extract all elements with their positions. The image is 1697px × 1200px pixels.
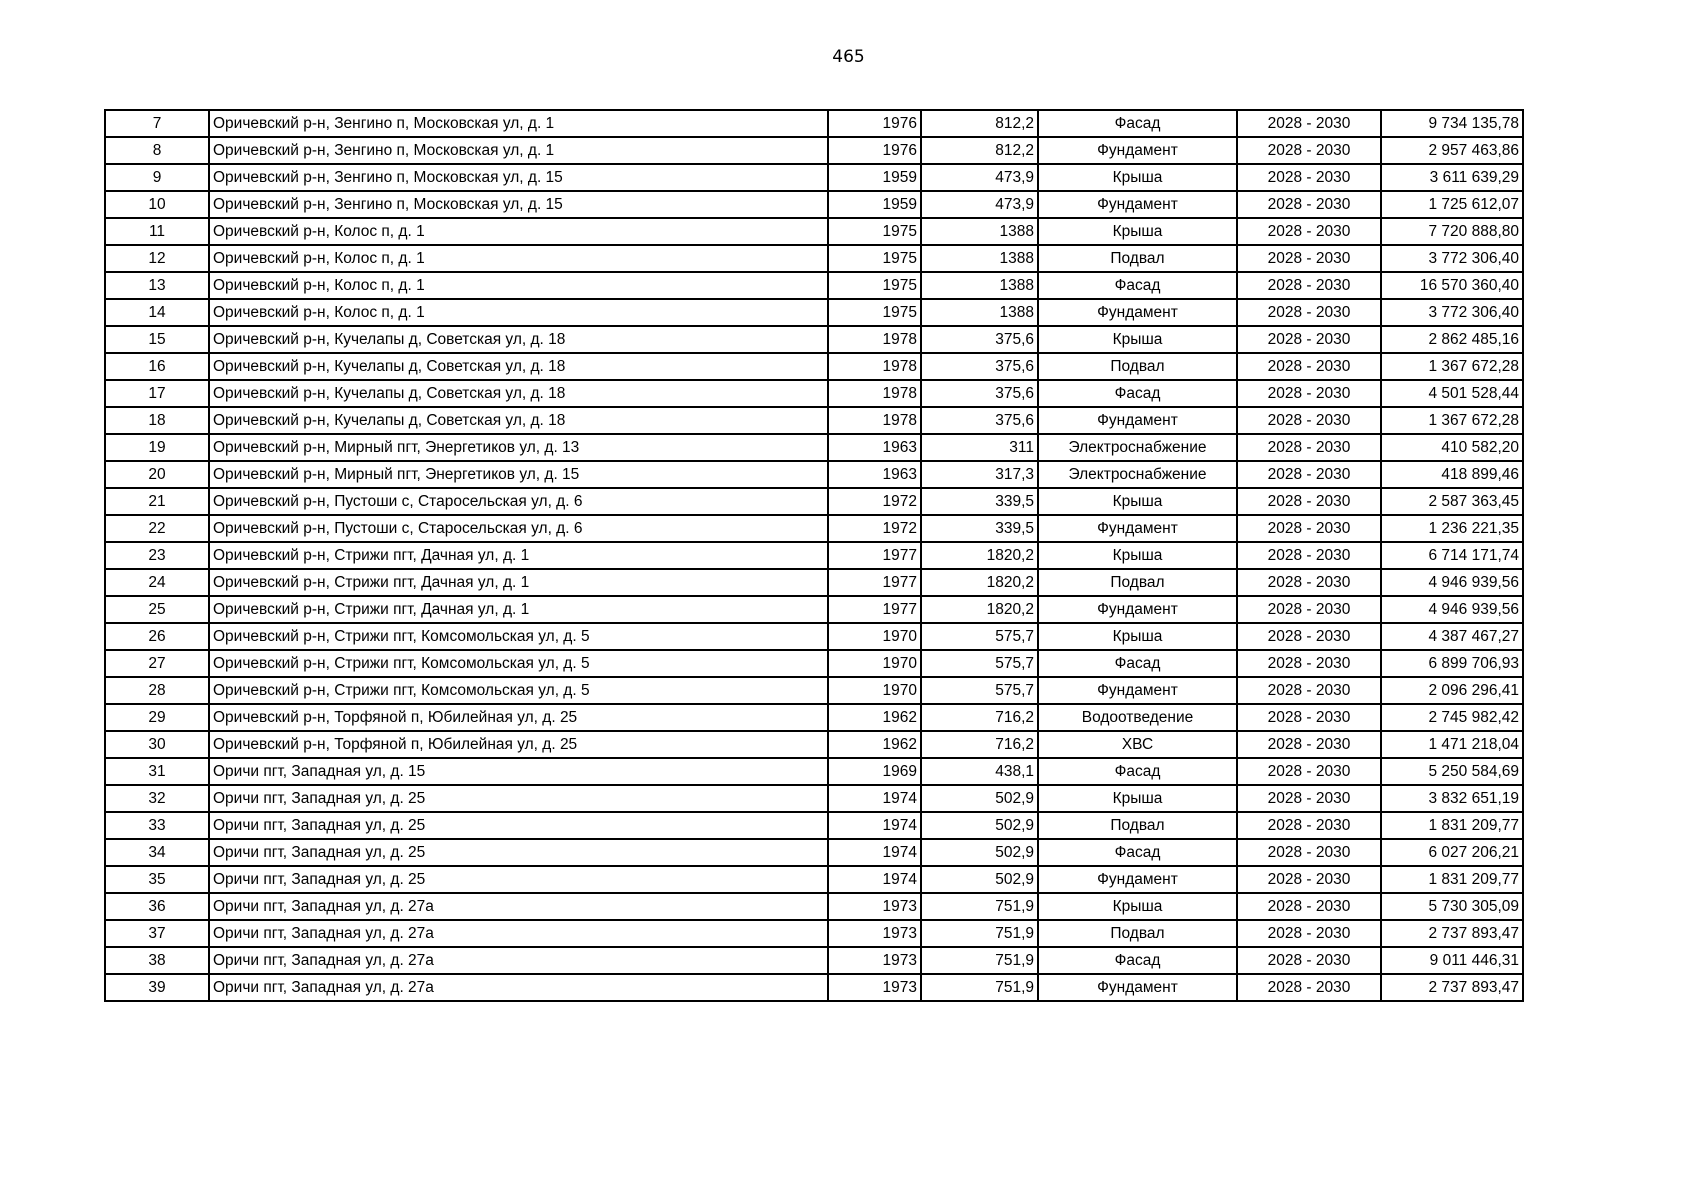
period-cell: 2028 - 2030 <box>1237 299 1381 326</box>
build-year-cell: 1969 <box>828 758 921 785</box>
cost-cell: 1 831 209,77 <box>1381 812 1523 839</box>
build-year-cell: 1978 <box>828 353 921 380</box>
cost-cell: 2 862 485,16 <box>1381 326 1523 353</box>
row-number-cell: 25 <box>105 596 209 623</box>
area-cell: 1388 <box>921 272 1038 299</box>
table-row <box>105 920 1523 947</box>
area-cell: 311 <box>921 434 1038 461</box>
cost-cell: 5 730 305,09 <box>1381 893 1523 920</box>
work-type-cell: Фасад <box>1038 947 1237 974</box>
period-cell: 2028 - 2030 <box>1237 623 1381 650</box>
address-cell: Оричевский р-н, Торфяной п, Юбилейная ул, д. 25 <box>209 731 828 758</box>
address-cell: Оричи пгт, Западная ул, д. 27а <box>209 893 828 920</box>
build-year-cell: 1973 <box>828 920 921 947</box>
address-cell: Оричевский р-н, Колос п, д. 1 <box>209 299 828 326</box>
address-cell: Оричи пгт, Западная ул, д. 25 <box>209 839 828 866</box>
area-cell: 339,5 <box>921 488 1038 515</box>
row-number-cell: 7 <box>105 110 209 137</box>
area-cell: 751,9 <box>921 947 1038 974</box>
cost-cell: 3 832 651,19 <box>1381 785 1523 812</box>
area-cell: 716,2 <box>921 731 1038 758</box>
row-number-cell: 39 <box>105 974 209 1001</box>
cost-cell: 4 946 939,56 <box>1381 596 1523 623</box>
period-cell: 2028 - 2030 <box>1237 488 1381 515</box>
address-cell: Оричевский р-н, Мирный пгт, Энергетиков ул, д. 13 <box>209 434 828 461</box>
build-year-cell: 1970 <box>828 677 921 704</box>
period-cell: 2028 - 2030 <box>1237 380 1381 407</box>
table-row <box>105 623 1523 650</box>
address-cell: Оричевский р-н, Торфяной п, Юбилейная ул, д. 25 <box>209 704 828 731</box>
work-type-cell: Подвал <box>1038 569 1237 596</box>
area-cell: 1388 <box>921 218 1038 245</box>
table-row <box>105 542 1523 569</box>
build-year-cell: 1978 <box>828 326 921 353</box>
address-cell: Оричевский р-н, Зенгино п, Московская ул, д. 15 <box>209 191 828 218</box>
area-cell: 751,9 <box>921 920 1038 947</box>
work-type-cell: Водоотведение <box>1038 704 1237 731</box>
build-year-cell: 1970 <box>828 623 921 650</box>
build-year-cell: 1974 <box>828 812 921 839</box>
cost-cell: 16 570 360,40 <box>1381 272 1523 299</box>
cost-cell: 2 096 296,41 <box>1381 677 1523 704</box>
build-year-cell: 1975 <box>828 218 921 245</box>
area-cell: 812,2 <box>921 110 1038 137</box>
build-year-cell: 1975 <box>828 245 921 272</box>
address-cell: Оричевский р-н, Колос п, д. 1 <box>209 245 828 272</box>
cost-cell: 2 957 463,86 <box>1381 137 1523 164</box>
work-type-cell: Крыша <box>1038 326 1237 353</box>
build-year-cell: 1973 <box>828 974 921 1001</box>
repair-registry-table <box>104 109 1524 1002</box>
row-number-cell: 15 <box>105 326 209 353</box>
row-number-cell: 16 <box>105 353 209 380</box>
row-number-cell: 37 <box>105 920 209 947</box>
period-cell: 2028 - 2030 <box>1237 650 1381 677</box>
row-number-cell: 23 <box>105 542 209 569</box>
row-number-cell: 19 <box>105 434 209 461</box>
work-type-cell: Крыша <box>1038 218 1237 245</box>
address-cell: Оричевский р-н, Стрижи пгт, Комсомольская ул, д. 5 <box>209 650 828 677</box>
cost-cell: 1 471 218,04 <box>1381 731 1523 758</box>
table-row <box>105 353 1523 380</box>
period-cell: 2028 - 2030 <box>1237 704 1381 731</box>
address-cell: Оричи пгт, Западная ул, д. 25 <box>209 785 828 812</box>
table-row <box>105 218 1523 245</box>
area-cell: 502,9 <box>921 812 1038 839</box>
period-cell: 2028 - 2030 <box>1237 812 1381 839</box>
period-cell: 2028 - 2030 <box>1237 974 1381 1001</box>
area-cell: 1820,2 <box>921 542 1038 569</box>
work-type-cell: Крыша <box>1038 623 1237 650</box>
cost-cell: 418 899,46 <box>1381 461 1523 488</box>
area-cell: 473,9 <box>921 164 1038 191</box>
table-row <box>105 893 1523 920</box>
row-number-cell: 31 <box>105 758 209 785</box>
row-number-cell: 24 <box>105 569 209 596</box>
row-number-cell: 14 <box>105 299 209 326</box>
address-cell: Оричевский р-н, Стрижи пгт, Комсомольская ул, д. 5 <box>209 677 828 704</box>
table-row <box>105 974 1523 1001</box>
build-year-cell: 1970 <box>828 650 921 677</box>
table-row <box>105 326 1523 353</box>
cost-cell: 1 725 612,07 <box>1381 191 1523 218</box>
address-cell: Оричи пгт, Западная ул, д. 25 <box>209 812 828 839</box>
cost-cell: 4 387 467,27 <box>1381 623 1523 650</box>
period-cell: 2028 - 2030 <box>1237 569 1381 596</box>
work-type-cell: Фасад <box>1038 272 1237 299</box>
build-year-cell: 1975 <box>828 272 921 299</box>
table-row <box>105 677 1523 704</box>
work-type-cell: Электроснабжение <box>1038 461 1237 488</box>
row-number-cell: 11 <box>105 218 209 245</box>
work-type-cell: Фундамент <box>1038 596 1237 623</box>
cost-cell: 9 734 135,78 <box>1381 110 1523 137</box>
area-cell: 751,9 <box>921 893 1038 920</box>
row-number-cell: 27 <box>105 650 209 677</box>
table-row <box>105 299 1523 326</box>
row-number-cell: 12 <box>105 245 209 272</box>
area-cell: 502,9 <box>921 839 1038 866</box>
page-number: 465 <box>832 47 865 67</box>
row-number-cell: 13 <box>105 272 209 299</box>
row-number-cell: 10 <box>105 191 209 218</box>
build-year-cell: 1977 <box>828 596 921 623</box>
table-row <box>105 812 1523 839</box>
row-number-cell: 22 <box>105 515 209 542</box>
build-year-cell: 1963 <box>828 461 921 488</box>
area-cell: 375,6 <box>921 353 1038 380</box>
cost-cell: 6 714 171,74 <box>1381 542 1523 569</box>
row-number-cell: 30 <box>105 731 209 758</box>
address-cell: Оричевский р-н, Стрижи пгт, Дачная ул, д. 1 <box>209 596 828 623</box>
work-type-cell: Фасад <box>1038 110 1237 137</box>
work-type-cell: Фасад <box>1038 839 1237 866</box>
build-year-cell: 1978 <box>828 380 921 407</box>
table-row <box>105 407 1523 434</box>
table-row <box>105 866 1523 893</box>
period-cell: 2028 - 2030 <box>1237 785 1381 812</box>
table-row <box>105 137 1523 164</box>
table-row <box>105 380 1523 407</box>
work-type-cell: Подвал <box>1038 353 1237 380</box>
build-year-cell: 1959 <box>828 164 921 191</box>
period-cell: 2028 - 2030 <box>1237 407 1381 434</box>
row-number-cell: 33 <box>105 812 209 839</box>
address-cell: Оричевский р-н, Кучелапы д, Советская ул, д. 18 <box>209 326 828 353</box>
work-type-cell: Крыша <box>1038 542 1237 569</box>
row-number-cell: 20 <box>105 461 209 488</box>
area-cell: 473,9 <box>921 191 1038 218</box>
cost-cell: 1 236 221,35 <box>1381 515 1523 542</box>
period-cell: 2028 - 2030 <box>1237 515 1381 542</box>
address-cell: Оричевский р-н, Кучелапы д, Советская ул, д. 18 <box>209 353 828 380</box>
area-cell: 1388 <box>921 245 1038 272</box>
build-year-cell: 1972 <box>828 488 921 515</box>
area-cell: 502,9 <box>921 785 1038 812</box>
table-row <box>105 839 1523 866</box>
build-year-cell: 1959 <box>828 191 921 218</box>
cost-cell: 3 611 639,29 <box>1381 164 1523 191</box>
work-type-cell: Фасад <box>1038 758 1237 785</box>
area-cell: 575,7 <box>921 623 1038 650</box>
area-cell: 1388 <box>921 299 1038 326</box>
work-type-cell: Фундамент <box>1038 299 1237 326</box>
row-number-cell: 36 <box>105 893 209 920</box>
period-cell: 2028 - 2030 <box>1237 596 1381 623</box>
address-cell: Оричевский р-н, Стрижи пгт, Комсомольская ул, д. 5 <box>209 623 828 650</box>
work-type-cell: Фундамент <box>1038 407 1237 434</box>
work-type-cell: Фасад <box>1038 650 1237 677</box>
area-cell: 375,6 <box>921 326 1038 353</box>
address-cell: Оричевский р-н, Пустоши с, Старосельская ул, д. 6 <box>209 488 828 515</box>
address-cell: Оричи пгт, Западная ул, д. 27а <box>209 974 828 1001</box>
area-cell: 339,5 <box>921 515 1038 542</box>
area-cell: 751,9 <box>921 974 1038 1001</box>
area-cell: 575,7 <box>921 677 1038 704</box>
work-type-cell: Фундамент <box>1038 515 1237 542</box>
row-number-cell: 38 <box>105 947 209 974</box>
address-cell: Оричи пгт, Западная ул, д. 27а <box>209 947 828 974</box>
build-year-cell: 1972 <box>828 515 921 542</box>
period-cell: 2028 - 2030 <box>1237 947 1381 974</box>
work-type-cell: Крыша <box>1038 488 1237 515</box>
work-type-cell: Подвал <box>1038 245 1237 272</box>
row-number-cell: 32 <box>105 785 209 812</box>
address-cell: Оричи пгт, Западная ул, д. 15 <box>209 758 828 785</box>
work-type-cell: Подвал <box>1038 920 1237 947</box>
area-cell: 375,6 <box>921 407 1038 434</box>
table-row <box>105 758 1523 785</box>
period-cell: 2028 - 2030 <box>1237 218 1381 245</box>
table-row <box>105 704 1523 731</box>
cost-cell: 1 367 672,28 <box>1381 353 1523 380</box>
area-cell: 438,1 <box>921 758 1038 785</box>
work-type-cell: Электроснабжение <box>1038 434 1237 461</box>
period-cell: 2028 - 2030 <box>1237 893 1381 920</box>
table-row <box>105 164 1523 191</box>
address-cell: Оричевский р-н, Зенгино п, Московская ул, д. 1 <box>209 110 828 137</box>
table-row <box>105 947 1523 974</box>
row-number-cell: 26 <box>105 623 209 650</box>
build-year-cell: 1976 <box>828 137 921 164</box>
cost-cell: 7 720 888,80 <box>1381 218 1523 245</box>
build-year-cell: 1975 <box>828 299 921 326</box>
period-cell: 2028 - 2030 <box>1237 461 1381 488</box>
build-year-cell: 1962 <box>828 704 921 731</box>
row-number-cell: 21 <box>105 488 209 515</box>
period-cell: 2028 - 2030 <box>1237 434 1381 461</box>
period-cell: 2028 - 2030 <box>1237 866 1381 893</box>
period-cell: 2028 - 2030 <box>1237 110 1381 137</box>
address-cell: Оричевский р-н, Колос п, д. 1 <box>209 272 828 299</box>
row-number-cell: 18 <box>105 407 209 434</box>
cost-cell: 6 027 206,21 <box>1381 839 1523 866</box>
table-row <box>105 245 1523 272</box>
table-row <box>105 434 1523 461</box>
build-year-cell: 1976 <box>828 110 921 137</box>
work-type-cell: Крыша <box>1038 164 1237 191</box>
address-cell: Оричевский р-н, Зенгино п, Московская ул, д. 15 <box>209 164 828 191</box>
build-year-cell: 1974 <box>828 839 921 866</box>
cost-cell: 3 772 306,40 <box>1381 299 1523 326</box>
work-type-cell: Крыша <box>1038 893 1237 920</box>
table-row <box>105 731 1523 758</box>
row-number-cell: 34 <box>105 839 209 866</box>
period-cell: 2028 - 2030 <box>1237 839 1381 866</box>
period-cell: 2028 - 2030 <box>1237 677 1381 704</box>
work-type-cell: Фундамент <box>1038 191 1237 218</box>
build-year-cell: 1962 <box>828 731 921 758</box>
area-cell: 1820,2 <box>921 596 1038 623</box>
work-type-cell: Фундамент <box>1038 677 1237 704</box>
build-year-cell: 1973 <box>828 947 921 974</box>
table-row <box>105 461 1523 488</box>
build-year-cell: 1973 <box>828 893 921 920</box>
period-cell: 2028 - 2030 <box>1237 353 1381 380</box>
cost-cell: 4 946 939,56 <box>1381 569 1523 596</box>
row-number-cell: 8 <box>105 137 209 164</box>
table-row <box>105 650 1523 677</box>
period-cell: 2028 - 2030 <box>1237 731 1381 758</box>
period-cell: 2028 - 2030 <box>1237 272 1381 299</box>
cost-cell: 6 899 706,93 <box>1381 650 1523 677</box>
address-cell: Оричевский р-н, Колос п, д. 1 <box>209 218 828 245</box>
build-year-cell: 1977 <box>828 542 921 569</box>
period-cell: 2028 - 2030 <box>1237 920 1381 947</box>
cost-cell: 3 772 306,40 <box>1381 245 1523 272</box>
row-number-cell: 29 <box>105 704 209 731</box>
table-body <box>105 110 1523 1001</box>
area-cell: 575,7 <box>921 650 1038 677</box>
cost-cell: 2 737 893,47 <box>1381 920 1523 947</box>
build-year-cell: 1978 <box>828 407 921 434</box>
period-cell: 2028 - 2030 <box>1237 191 1381 218</box>
area-cell: 1820,2 <box>921 569 1038 596</box>
table-row <box>105 569 1523 596</box>
cost-cell: 2 587 363,45 <box>1381 488 1523 515</box>
address-cell: Оричевский р-н, Пустоши с, Старосельская ул, д. 6 <box>209 515 828 542</box>
address-cell: Оричевский р-н, Стрижи пгт, Дачная ул, д. 1 <box>209 542 828 569</box>
table-row <box>105 515 1523 542</box>
area-cell: 375,6 <box>921 380 1038 407</box>
address-cell: Оричевский р-н, Стрижи пгт, Дачная ул, д. 1 <box>209 569 828 596</box>
table-row <box>105 272 1523 299</box>
row-number-cell: 35 <box>105 866 209 893</box>
area-cell: 812,2 <box>921 137 1038 164</box>
cost-cell: 1 367 672,28 <box>1381 407 1523 434</box>
table-row <box>105 191 1523 218</box>
address-cell: Оричи пгт, Западная ул, д. 25 <box>209 866 828 893</box>
period-cell: 2028 - 2030 <box>1237 245 1381 272</box>
address-cell: Оричевский р-н, Мирный пгт, Энергетиков ул, д. 15 <box>209 461 828 488</box>
period-cell: 2028 - 2030 <box>1237 758 1381 785</box>
cost-cell: 2 737 893,47 <box>1381 974 1523 1001</box>
period-cell: 2028 - 2030 <box>1237 164 1381 191</box>
cost-cell: 1 831 209,77 <box>1381 866 1523 893</box>
row-number-cell: 9 <box>105 164 209 191</box>
cost-cell: 410 582,20 <box>1381 434 1523 461</box>
period-cell: 2028 - 2030 <box>1237 542 1381 569</box>
build-year-cell: 1974 <box>828 866 921 893</box>
work-type-cell: Фундамент <box>1038 137 1237 164</box>
area-cell: 502,9 <box>921 866 1038 893</box>
address-cell: Оричевский р-н, Зенгино п, Московская ул, д. 1 <box>209 137 828 164</box>
address-cell: Оричевский р-н, Кучелапы д, Советская ул, д. 18 <box>209 407 828 434</box>
area-cell: 317,3 <box>921 461 1038 488</box>
work-type-cell: ХВС <box>1038 731 1237 758</box>
row-number-cell: 28 <box>105 677 209 704</box>
period-cell: 2028 - 2030 <box>1237 326 1381 353</box>
work-type-cell: Фундамент <box>1038 866 1237 893</box>
row-number-cell: 17 <box>105 380 209 407</box>
build-year-cell: 1974 <box>828 785 921 812</box>
period-cell: 2028 - 2030 <box>1237 137 1381 164</box>
build-year-cell: 1977 <box>828 569 921 596</box>
cost-cell: 2 745 982,42 <box>1381 704 1523 731</box>
table-row <box>105 110 1523 137</box>
table-row <box>105 596 1523 623</box>
table-row <box>105 785 1523 812</box>
table-row <box>105 488 1523 515</box>
address-cell: Оричевский р-н, Кучелапы д, Советская ул, д. 18 <box>209 380 828 407</box>
work-type-cell: Фасад <box>1038 380 1237 407</box>
address-cell: Оричи пгт, Западная ул, д. 27а <box>209 920 828 947</box>
cost-cell: 9 011 446,31 <box>1381 947 1523 974</box>
area-cell: 716,2 <box>921 704 1038 731</box>
cost-cell: 4 501 528,44 <box>1381 380 1523 407</box>
work-type-cell: Крыша <box>1038 785 1237 812</box>
work-type-cell: Подвал <box>1038 812 1237 839</box>
build-year-cell: 1963 <box>828 434 921 461</box>
cost-cell: 5 250 584,69 <box>1381 758 1523 785</box>
work-type-cell: Фундамент <box>1038 974 1237 1001</box>
